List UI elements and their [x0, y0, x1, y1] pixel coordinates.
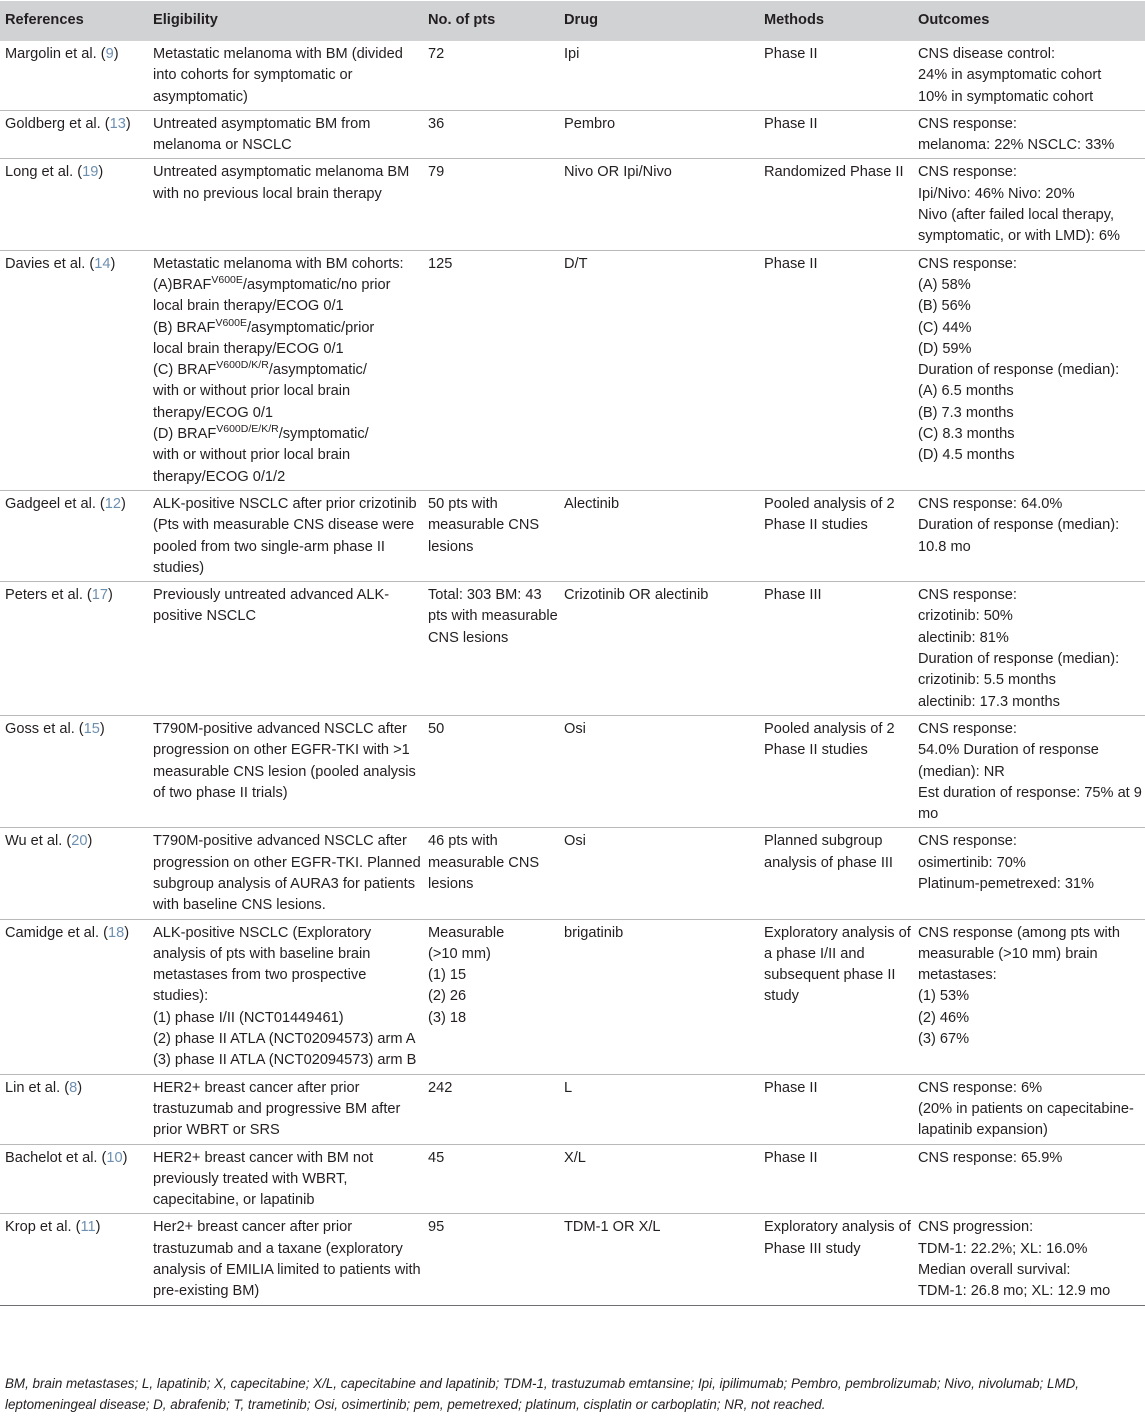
eligibility-text: therapy/ECOG 0/1 [153, 404, 274, 421]
eligibility-line [153, 381, 423, 402]
header-methods: Methods [764, 12, 824, 29]
cell-no-of-pts: 125 [428, 255, 453, 272]
header-no-of-pts: No. of pts [428, 12, 496, 29]
eligibility-line [153, 275, 423, 296]
cell-eligibility: Metastatic melanoma with BM (divided into cohorts for symptomatic or asymptomatic) [153, 46, 403, 105]
eligibility-prefix: (B) BRAF [153, 319, 216, 336]
eligibility-prefix: (C) BRAF [153, 362, 217, 379]
reference-close-paren: ) [113, 46, 119, 62]
reference-author: Gadgeel et al. ( [5, 495, 105, 512]
clinical-trials-table [0, 1, 1145, 1306]
cell-drug: Crizotinib OR alectinib [564, 587, 709, 604]
cell-eligibility: Previously untreated advanced ALK-positive NSCLC [153, 587, 390, 625]
eligibility-text: therapy/ECOG 0/1/2 [153, 468, 286, 485]
reference-citation-link[interactable]: 8 [69, 1079, 78, 1096]
reference-author: Wu et al. ( [5, 833, 72, 850]
cell-methods: Planned subgroup analysis of phase III [764, 833, 893, 871]
cell-outcomes: CNS disease control: 24% in asymptomatic cohort 10% in symptomatic cohort [918, 46, 1102, 105]
cell-eligibility: Her2+ breast cancer after prior trastuzumab and a taxane (exploratory analysis of EMILIA limited to patients with pre-existing BM) [153, 1219, 421, 1300]
cell-methods: Pooled analysis of 2 Phase II studies [764, 495, 895, 534]
eligibility-line [153, 318, 423, 339]
cell-outcomes: CNS response: 64.0% Duration of response (median): 10.8 mo [918, 495, 1120, 555]
cell-no-of-pts: 95 [428, 1219, 445, 1236]
cell-drug: Osi [564, 720, 586, 737]
reference-citation-link[interactable]: 17 [91, 587, 109, 604]
eligibility-text: /asymptomatic/no prior [242, 276, 391, 293]
reference-close-paren: ) [77, 1079, 83, 1096]
cell-eligibility: Untreated asymptomatic melanoma BM with no previous local brain therapy [153, 164, 410, 202]
reference-citation-link[interactable]: 19 [82, 164, 99, 181]
table-row [0, 250, 1145, 490]
eligibility-prefix: (D) BRAF [153, 426, 217, 443]
table-row [0, 828, 1145, 919]
cell-reference [0, 159, 148, 250]
cell-drug: Nivo OR Ipi/Nivo [564, 164, 672, 181]
cell-no-of-pts: Measurable (>10 mm) (1) 15 (2) 26 (3) 18 [428, 924, 505, 1026]
table-body [0, 41, 1145, 1305]
cell-methods: Pooled analysis of 2 Phase II studies [764, 720, 895, 759]
reference-citation-link[interactable]: 12 [104, 495, 122, 512]
cell-reference [0, 1214, 148, 1305]
reference-close-paren: ) [125, 115, 131, 132]
reference-close-paren: ) [98, 164, 104, 181]
cell-eligibility: T790M-positive advanced NSCLC after progression on other EGFR-TKI with >1 measurable CNS lesion (pooled analysis of two phase II trials) [153, 720, 416, 801]
cell-outcomes: CNS response: 54.0% Duration of response (median): NR Est duration of response: 75% at 9 mo [918, 720, 1142, 823]
cell-reference [0, 490, 148, 581]
table-row [0, 1144, 1145, 1214]
cell-methods: Phase II [764, 1149, 818, 1166]
cell-eligibility: HER2+ breast cancer with BM not previously treated with WBRT, capecitabine, or lapatinib [153, 1149, 374, 1209]
header-outcomes: Outcomes [918, 12, 990, 29]
cell-no-of-pts: 46 pts with measurable CNS lesions [428, 833, 540, 892]
table-row [0, 41, 1145, 110]
cell-outcomes: CNS progression: TDM-1: 22.2%; XL: 16.0% Median overall survival: TDM-1: 26.8 mo; XL: 12.9 mo [918, 1219, 1111, 1300]
cell-methods: Phase II [764, 1079, 818, 1096]
cell-methods: Phase II [764, 115, 818, 132]
cell-eligibility: Untreated asymptomatic BM from melanoma or NSCLC [153, 115, 371, 154]
reference-author: Goss et al. ( [5, 720, 84, 737]
table-footnote: BM, brain metastases; L, lapatinib; X, capecitabine; X/L, capecitabine and lapatinib; TDM-1, trastuzumab emtansine; Ipi, ipilimumab; Pembro, pembrolizumab; Nivo, nivolumab; LMD, leptomeningeal disease; D, abrafenib; T, trametinib; Osi, osimertinib; pem, pemetrexed; platinum, cisplatin or carboplatin; NR, not reached. [5, 1376, 1079, 1412]
cell-drug: X/L [564, 1149, 586, 1166]
cell-outcomes: CNS response: melanoma: 22% NSCLC: 33% [918, 115, 1115, 154]
header-row [0, 1, 1145, 41]
reference-close-paren: ) [99, 720, 105, 737]
eligibility-line [153, 296, 423, 317]
eligibility-text: local brain therapy/ECOG 0/1 [153, 298, 344, 315]
cell-reference [0, 1144, 148, 1214]
table-row [0, 582, 1145, 716]
reference-author: Goldberg et al. ( [5, 115, 110, 132]
reference-author: Bachelot et al. ( [5, 1149, 107, 1166]
cell-no-of-pts: 72 [428, 46, 445, 62]
eligibility-text: local brain therapy/ECOG 0/1 [153, 340, 344, 357]
cell-outcomes: CNS response: crizotinib: 50% alectinib: 81% Duration of response (median): crizotinib: 5.5 months alectinib: 17.3 months [918, 587, 1120, 710]
table-row [0, 715, 1145, 827]
reference-author: Long et al. ( [5, 164, 83, 181]
cell-reference [0, 1074, 148, 1144]
cell-reference [0, 110, 148, 159]
mutation-superscript: V600D/E/K/R [216, 423, 279, 436]
eligibility-line [153, 339, 423, 360]
cell-no-of-pts: 50 [428, 720, 445, 737]
mutation-superscript: V600E [215, 316, 247, 329]
cell-no-of-pts: 242 [428, 1079, 453, 1096]
cell-reference [0, 41, 148, 110]
cell-drug: Osi [564, 833, 586, 850]
table-row [0, 1214, 1145, 1305]
cell-no-of-pts: 36 [428, 115, 445, 132]
reference-citation-link[interactable]: 14 [94, 255, 111, 272]
cell-drug: D/T [564, 255, 588, 272]
reference-close-paren: ) [122, 1149, 128, 1166]
eligibility-text: /asymptomatic/ [268, 362, 367, 379]
cell-drug: L [564, 1079, 573, 1096]
cell-methods: Randomized Phase II [764, 164, 904, 181]
reference-citation-link[interactable]: 9 [105, 46, 114, 62]
reference-close-paren: ) [121, 495, 126, 512]
table-row [0, 159, 1145, 250]
table-row [0, 110, 1145, 159]
cell-eligibility: HER2+ breast cancer after prior trastuzumab and progressive BM after prior WBRT or SRS [153, 1079, 401, 1139]
reference-citation-link[interactable]: 18 [108, 924, 125, 941]
eligibility-text: /asymptomatic/prior [246, 319, 375, 336]
cell-no-of-pts: 45 [428, 1149, 445, 1166]
reference-close-paren: ) [124, 924, 130, 941]
reference-author: Camidge et al. ( [5, 924, 109, 941]
eligibility-text: Metastatic melanoma with BM cohorts: [153, 255, 404, 272]
mutation-superscript: V600D/K/R [216, 359, 269, 372]
reference-citation-link[interactable]: 20 [71, 833, 88, 850]
cell-no-of-pts: 79 [428, 164, 445, 181]
eligibility-line [153, 360, 423, 381]
cell-methods: Exploratory analysis of Phase III study [764, 1219, 911, 1257]
cell-eligibility: ALK-positive NSCLC (Exploratory analysis of pts with baseline brain metastases from two prospective studies): (1) phase I/II (NCT01449461) (2) phase II ATLA (NCT02094573) arm A (3) phase II ATLA (NCT02094573) arm B [153, 924, 417, 1069]
reference-citation-link[interactable]: 11 [80, 1219, 96, 1236]
reference-close-paren: ) [87, 833, 93, 850]
cell-outcomes: CNS response: 65.9% [918, 1149, 1063, 1166]
reference-close-paren: ) [110, 255, 116, 272]
cell-reference [0, 582, 148, 716]
eligibility-line [153, 445, 423, 466]
eligibility-line [153, 403, 423, 424]
reference-author: Lin et al. ( [5, 1079, 70, 1096]
cell-no-of-pts: 50 pts with measurable CNS lesions [428, 495, 540, 555]
reference-author: Margolin et al. ( [5, 46, 106, 62]
cell-reference [0, 828, 148, 919]
reference-author: Krop et al. ( [5, 1219, 81, 1236]
reference-close-paren: ) [108, 587, 113, 604]
reference-close-paren: ) [95, 1219, 101, 1236]
table-header [0, 1, 1145, 41]
cell-reference [0, 919, 148, 1074]
cell-drug: Ipi [564, 46, 580, 62]
cell-drug: Pembro [564, 115, 616, 132]
eligibility-line [153, 254, 423, 275]
cell-outcomes: CNS response: Ipi/Nivo: 46% Nivo: 20% Nivo (after failed local therapy, symptomatic, or with LMD): 6% [918, 164, 1120, 245]
reference-citation-link[interactable]: 10 [106, 1149, 123, 1166]
cell-outcomes: CNS response: osimertinib: 70% Platinum-pemetrexed: 31% [918, 833, 1095, 892]
cell-eligibility [148, 250, 423, 490]
cell-methods: Exploratory analysis of a phase I/II and subsequent phase II study [764, 924, 911, 1005]
header-drug: Drug [564, 12, 599, 29]
cell-reference [0, 715, 148, 827]
cell-eligibility: T790M-positive advanced NSCLC after progression on other EGFR-TKI. Planned subgroup analysis of AURA3 for patients with baseline CNS lesions. [153, 833, 421, 914]
reference-author: Davies et al. ( [5, 255, 95, 272]
cell-methods: Phase II [764, 46, 818, 62]
reference-citation-link[interactable]: 13 [109, 115, 126, 132]
eligibility-line [153, 424, 423, 445]
cell-drug: brigatinib [564, 924, 624, 941]
eligibility-prefix: (A)BRAF [153, 276, 212, 293]
eligibility-text: with or without prior local brain [153, 447, 351, 464]
cell-outcomes: CNS response (among pts with measurable (>10 mm) brain metastases: (1) 53% (2) 46% (3) 67% [918, 924, 1120, 1048]
cell-outcomes: CNS response: (A) 58% (B) 56% (C) 44% (D) 59% Duration of response (median): (A) 6.5 months (B) 7.3 months (C) 8.3 months (D) 4.5 months [918, 255, 1120, 464]
cell-outcomes: CNS response: 6% (20% in patients on capecitabine-lapatinib expansion) [918, 1079, 1134, 1139]
cell-methods: Phase III [764, 587, 822, 604]
eligibility-line [153, 467, 423, 488]
reference-citation-link[interactable]: 15 [83, 720, 100, 737]
cell-reference [0, 250, 148, 490]
cell-no-of-pts: Total: 303 BM: 43 pts with measurable CNS lesions [428, 587, 558, 646]
cell-drug: TDM-1 OR X/L [564, 1219, 661, 1236]
header-eligibility: Eligibility [153, 12, 218, 29]
table-row [0, 1074, 1145, 1144]
reference-author: Peters et al. ( [5, 587, 92, 604]
table-row [0, 919, 1145, 1074]
mutation-superscript: V600E [211, 274, 243, 287]
cell-methods: Phase II [764, 255, 818, 272]
header-references: References [5, 12, 84, 29]
table-row [0, 490, 1145, 581]
eligibility-text: /symptomatic/ [278, 426, 369, 443]
eligibility-text: with or without prior local brain [153, 383, 351, 400]
cell-eligibility: ALK-positive NSCLC after prior crizotinib (Pts with measurable CNS disease were pooled from two single-arm phase II studies) [153, 495, 417, 576]
cell-drug: Alectinib [564, 495, 620, 512]
